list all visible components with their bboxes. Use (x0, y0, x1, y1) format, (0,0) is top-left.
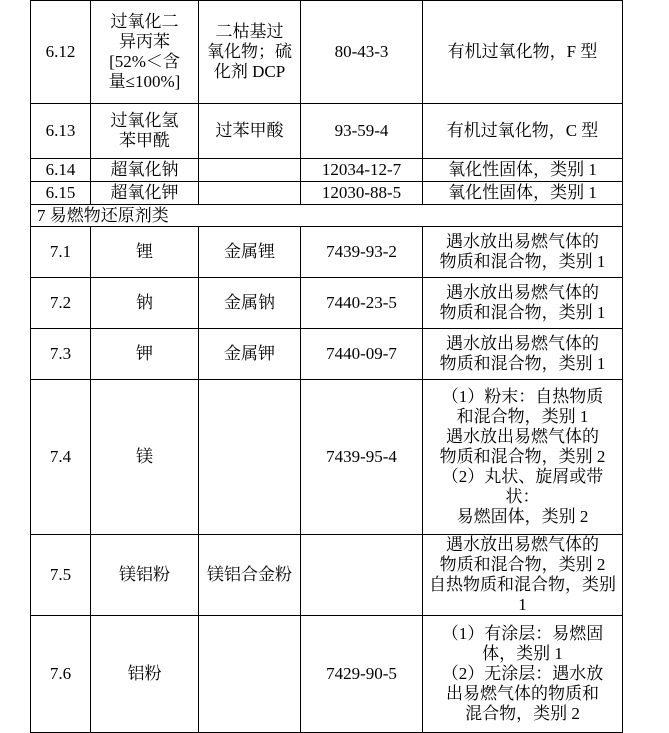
chemical-name (91, 159, 199, 182)
cas-number (301, 535, 423, 616)
alias-name (199, 616, 301, 733)
hazard-class (423, 227, 623, 278)
cell-line: 混合物，类别 2 (465, 704, 580, 723)
cell-line: 氧化物；硫 (207, 42, 292, 61)
row-number: 7.6 (31, 616, 91, 733)
section-title: 7 易燃物还原剂类 (31, 205, 623, 227)
alias-name (199, 278, 301, 329)
hazard-class (423, 182, 623, 205)
cell-line: 氧化性固体，类别 1 (448, 183, 597, 202)
cas-number: 12034-12-7 (301, 159, 423, 182)
row-number: 7.3 (31, 329, 91, 380)
cell-line: 镁铝合金粉 (207, 565, 292, 584)
chemical-name (91, 1, 199, 104)
alias-name (199, 182, 301, 205)
cell-line: 过氧化氢 (110, 111, 179, 130)
cell-line: （2）无涂层：遇水放 (441, 664, 604, 683)
cas-number: 7439-93-2 (301, 227, 423, 278)
alias-name (199, 159, 301, 182)
hazard-class (423, 1, 623, 104)
cell-line: 过苯甲酸 (215, 121, 284, 140)
cell-line: 遇水放出易燃气体的 (446, 427, 599, 446)
table-row (31, 380, 623, 535)
cell-line: 自热物质和混合物，类别 (429, 575, 616, 594)
cell-line: 金属钠 (224, 293, 275, 312)
row-number: 7.2 (31, 278, 91, 329)
table-row (31, 227, 623, 278)
section-row (31, 205, 623, 227)
cell-line: 物质和混合物，类别 1 (439, 252, 606, 271)
cell-line: 1 (518, 595, 527, 614)
cas-number: 7429-90-5 (301, 616, 423, 733)
table-row (31, 616, 623, 733)
hazard-class (423, 380, 623, 535)
cell-line: 有机过氧化物，F 型 (447, 42, 598, 61)
cas-number: 7439-95-4 (301, 380, 423, 535)
hazard-class (423, 278, 623, 329)
hazard-class (423, 535, 623, 616)
cell-line: 物质和混合物，类别 2 (439, 447, 606, 466)
cell-line: 氧化性固体，类别 1 (448, 160, 597, 179)
cell-line: 铝粉 (127, 664, 162, 683)
cell-line: 苯甲酰 (119, 131, 170, 150)
hazard-class (423, 616, 623, 733)
table-row (31, 1, 623, 104)
row-number: 6.15 (31, 182, 91, 205)
cell-line: 镁 (136, 447, 153, 466)
table-body (31, 1, 623, 733)
alias-name (199, 535, 301, 616)
cell-line: 物质和混合物，类别 1 (439, 303, 606, 322)
table-row (31, 104, 623, 159)
cell-line: 和混合物，类别 1 (456, 407, 589, 426)
chemical-name (91, 182, 199, 205)
cell-line: 金属钾 (224, 344, 275, 363)
cell-line: （2）丸状、旋屑或带状： (441, 467, 604, 506)
row-number: 7.5 (31, 535, 91, 616)
cell-line: 钾 (136, 344, 153, 363)
alias-name (199, 104, 301, 159)
chemical-name (91, 380, 199, 535)
cell-line: 遇水放出易燃气体的 (446, 232, 599, 251)
cell-line: 钠 (136, 293, 153, 312)
table-row (31, 278, 623, 329)
cell-line: 金属锂 (224, 242, 275, 261)
cell-line: 量≤100%] (108, 72, 181, 91)
cas-number: 12030-88-5 (301, 182, 423, 205)
cell-line: 锂 (136, 242, 153, 261)
cell-line: [52%＜含 (109, 52, 180, 71)
cas-number: 7440-09-7 (301, 329, 423, 380)
chemical-name (91, 227, 199, 278)
cell-line: 异丙苯 (119, 32, 170, 51)
cas-number: 93-59-4 (301, 104, 423, 159)
table-row (31, 329, 623, 380)
alias-name (199, 227, 301, 278)
row-number: 6.14 (31, 159, 91, 182)
chemical-table (30, 0, 623, 733)
cell-line: 物质和混合物，类别 2 (439, 555, 606, 574)
table-row (31, 182, 623, 205)
chemical-name (91, 278, 199, 329)
cell-line: 化剂 DCP (213, 62, 286, 81)
cell-line: 遇水放出易燃气体的 (446, 334, 599, 353)
cell-line: 遇水放出易燃气体的 (446, 283, 599, 302)
cell-line: 出易燃气体的物质和 (446, 684, 599, 703)
row-number: 6.13 (31, 104, 91, 159)
table-row (31, 535, 623, 616)
cell-line: 易燃固体，类别 2 (456, 507, 589, 526)
row-number: 7.4 (31, 380, 91, 535)
cell-line: 镁铝粉 (119, 565, 170, 584)
chemical-name (91, 104, 199, 159)
cell-line: 遇水放出易燃气体的 (446, 535, 599, 554)
cell-line: 二枯基过 (215, 22, 284, 41)
chemical-name (91, 535, 199, 616)
chemical-name (91, 616, 199, 733)
cell-line: 超氧化钠 (110, 160, 179, 179)
alias-name (199, 329, 301, 380)
hazard-class (423, 159, 623, 182)
cell-line: （1）有涂层：易燃固 (441, 624, 604, 643)
cell-line: 体，类别 1 (482, 644, 563, 663)
cas-number: 7440-23-5 (301, 278, 423, 329)
cas-number: 80-43-3 (301, 1, 423, 104)
chemical-name (91, 329, 199, 380)
cell-line: 有机过氧化物，C 型 (446, 121, 599, 140)
hazard-class (423, 104, 623, 159)
cell-line: 过氧化二 (110, 12, 179, 31)
alias-name (199, 1, 301, 104)
cell-line: （1）粉末：自热物质 (441, 387, 604, 406)
cell-line: 超氧化钾 (110, 183, 179, 202)
row-number: 7.1 (31, 227, 91, 278)
table-row (31, 159, 623, 182)
alias-name (199, 380, 301, 535)
cell-line: 物质和混合物，类别 1 (439, 354, 606, 373)
hazard-class (423, 329, 623, 380)
row-number: 6.12 (31, 1, 91, 104)
